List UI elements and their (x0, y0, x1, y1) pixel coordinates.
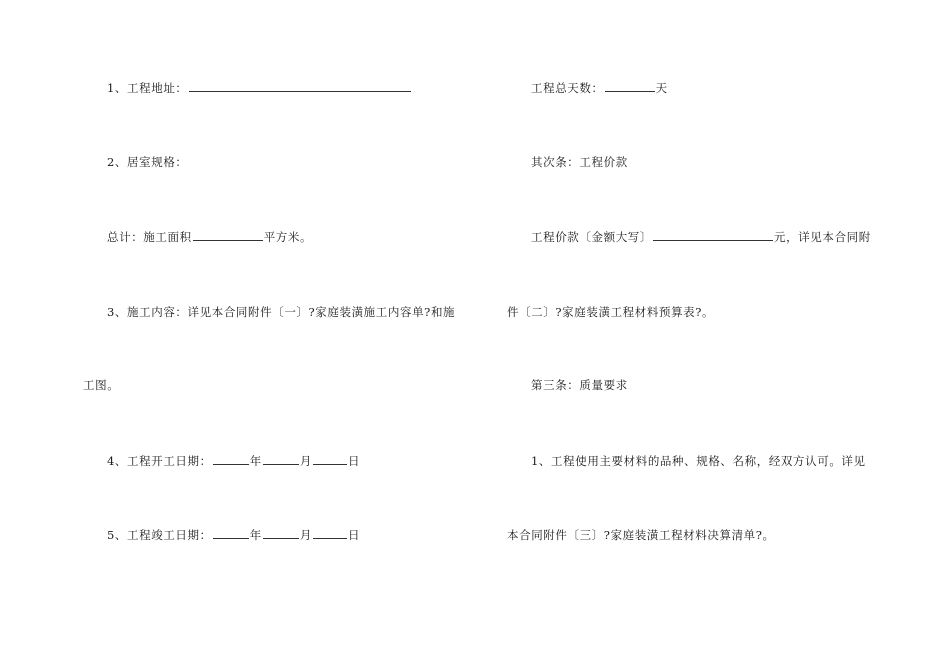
address-blank[interactable] (189, 81, 411, 92)
price-blank[interactable] (653, 230, 773, 241)
end-year-unit: 年 (249, 528, 262, 542)
price-continuation: 件〔二〕?家庭装潢工程材料预算表?。 (507, 305, 715, 319)
area-label: 总计：施工面积 (107, 230, 192, 244)
construction-content-line: 3、施工内容：详见本合同附件〔一〕?家庭装潢施工内容单?和施 (107, 305, 456, 319)
article-3-heading: 第三条：质量要求 (531, 378, 628, 392)
start-day-blank[interactable] (313, 454, 347, 465)
price-suffix: 元，详见本合同附 (774, 230, 871, 244)
start-month-unit: 月 (299, 454, 312, 468)
quality-item-1: 1、工程使用主要材料的品种、规格、名称，经双方认可。详见 (531, 454, 866, 468)
area-line (107, 230, 312, 244)
start-date-label: 4、工程开工日期： (107, 454, 212, 468)
address-label: 1、工程地址： (107, 81, 188, 95)
start-date-line (107, 454, 360, 468)
start-day-unit: 日 (347, 454, 361, 468)
end-day-blank[interactable] (313, 528, 347, 539)
address-line (107, 81, 412, 95)
end-date-line (107, 528, 360, 542)
start-year-unit: 年 (249, 454, 262, 468)
end-date-label: 5、工程竣工日期： (107, 528, 212, 542)
price-line (531, 230, 871, 244)
area-blank[interactable] (193, 230, 263, 241)
construction-content-continuation: 工图。 (83, 378, 120, 392)
end-day-unit: 日 (347, 528, 361, 542)
end-month-unit: 月 (299, 528, 312, 542)
total-days-label: 工程总天数： (531, 81, 604, 95)
end-year-blank[interactable] (213, 528, 249, 539)
article-2-heading: 其次条：工程价款 (531, 155, 628, 169)
total-days-line (531, 81, 668, 95)
quality-item-1-continuation: 本合同附件〔三〕?家庭装潢工程材料决算清单?。 (507, 528, 775, 542)
area-unit: 平方米。 (263, 230, 313, 244)
end-month-blank[interactable] (263, 528, 299, 539)
price-label: 工程价款〔金额大写〕 (531, 230, 652, 244)
total-days-unit: 天 (655, 81, 668, 95)
start-month-blank[interactable] (263, 454, 299, 465)
room-spec-label: 2、居室规格： (107, 155, 188, 169)
total-days-blank[interactable] (605, 81, 655, 92)
start-year-blank[interactable] (213, 454, 249, 465)
